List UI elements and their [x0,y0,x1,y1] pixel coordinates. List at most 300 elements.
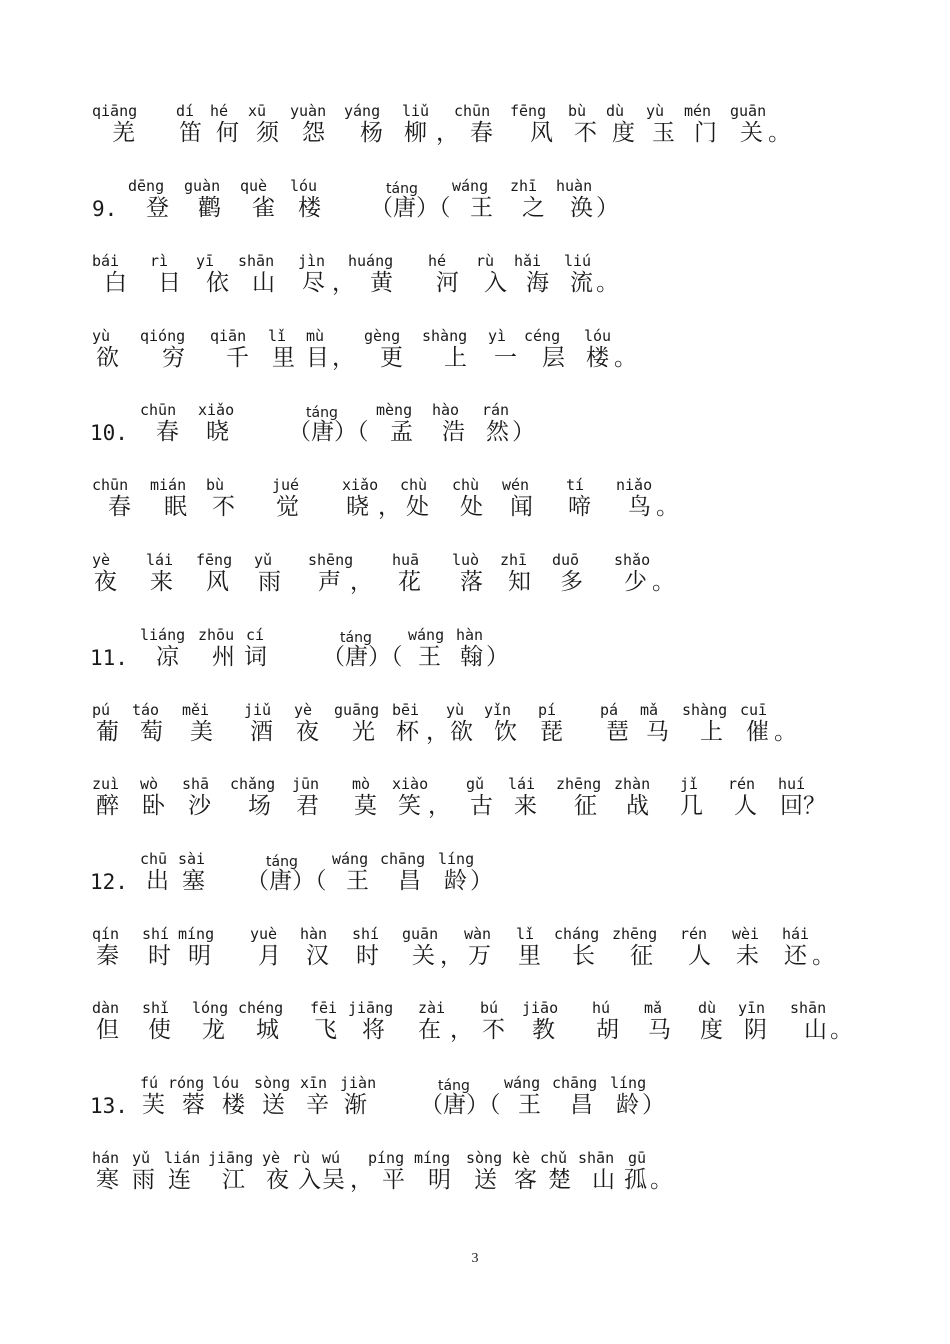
hanzi-text: 征 [574,793,597,819]
pinyin-syllable: wú [322,1149,341,1167]
pinyin-syllable: zài [418,999,446,1017]
hanzi-text: 昌 [398,868,421,894]
pinyin-syllable: cuī [740,701,768,719]
pinyin-syllable: bái [92,252,120,270]
hanzi-text: 度 [612,120,635,146]
hanzi-text: ， [378,494,401,520]
hanzi-text: ， [450,1017,473,1043]
hanzi-text: ） [470,868,493,894]
pinyin-syllable: yǔ [132,1149,151,1167]
hanzi-text: 楚 [548,1167,571,1193]
hanzi-text: 闻 [510,494,533,520]
pinyin-syllable: luò [452,551,480,569]
pinyin-syllable: chù [452,476,480,494]
hanzi-text: 度 [700,1017,723,1043]
hanzi-text: 王 [518,1092,541,1118]
hanzi-text: （唐）（ [288,419,369,445]
pinyin-syllable: táng [438,1078,470,1094]
pinyin-syllable: táo [132,701,160,719]
pinyin-syllable: měi [182,701,210,719]
pinyin-syllable: hú [592,999,611,1017]
hanzi-text: 山 [804,1017,827,1043]
pinyin-syllable: dí [176,102,195,120]
hanzi-text: 关 [412,943,435,969]
hanzi-text: 夜 [266,1167,289,1193]
hanzi-text: 白 [104,270,127,296]
pinyin-syllable: liú [564,252,592,270]
hanzi-text: 鹳 [198,195,221,221]
hanzi-text: 阴 [744,1017,767,1043]
pinyin-syllable: wáng [332,850,369,868]
pinyin-syllable: jìn [298,252,326,270]
pinyin-syllable: jiāng [208,1149,254,1167]
pinyin-syllable: yīn [738,999,766,1017]
hanzi-text: ， [436,120,459,146]
hanzi-text: 送 [262,1092,285,1118]
hanzi-text: 酒 [250,719,273,745]
hanzi-text: 不 [482,1017,505,1043]
pinyin-syllable: yuàn [290,102,327,120]
pinyin-syllable: yè [92,551,111,569]
hanzi-text: 雀 [252,195,275,221]
text-line-poem11-line1 [0,703,950,763]
hanzi-text: 莫 [354,793,377,819]
hanzi-text: 美 [190,719,213,745]
hanzi-text: 落 [460,569,483,595]
hanzi-text: 尽 [302,270,325,296]
hanzi-text: 秦 [96,943,119,969]
hanzi-text: 飞 [314,1017,337,1043]
hanzi-text: ， [332,345,355,371]
pinyin-syllable: xū [248,102,267,120]
pinyin-syllable: pí [538,701,557,719]
hanzi-text: 欲 [450,719,473,745]
hanzi-text: 。 [812,943,835,969]
hanzi-text: 一 [494,345,517,371]
hanzi-text: 春 [108,494,131,520]
hanzi-text: 萄 [140,719,163,745]
hanzi-text: 昌 [570,1092,593,1118]
hanzi-text: 风 [530,120,553,146]
hanzi-text: 花 [398,569,421,595]
hanzi-text: ， [428,793,451,819]
hanzi-text: 山 [252,270,275,296]
hanzi-text: 在 [418,1017,441,1043]
hanzi-text: 依 [206,270,229,296]
pinyin-syllable: shí [352,925,380,943]
pinyin-syllable: jiāo [522,999,559,1017]
pinyin-syllable: hé [428,252,447,270]
hanzi-text: 雨 [258,569,281,595]
hanzi-text: 流 [570,270,593,296]
pinyin-syllable: shēng [308,551,354,569]
pinyin-syllable: huáng [348,252,394,270]
hanzi-text: 笑 [398,793,421,819]
pinyin-syllable: bù [568,102,587,120]
hanzi-text: （唐）（ [246,868,327,894]
hanzi-text: 人 [688,943,711,969]
pinyin-syllable: zhī [500,551,528,569]
poem-number: 11. [90,646,128,670]
hanzi-text: 琶 [606,719,629,745]
pinyin-syllable: chǎng [230,775,276,793]
pinyin-syllable: huí [778,775,806,793]
pinyin-syllable: kè [512,1149,531,1167]
text-line-poem12-line2 [0,1001,950,1061]
hanzi-text: 声 [318,569,341,595]
hanzi-text: 眠 [164,494,187,520]
pinyin-syllable: chūn [454,102,491,120]
hanzi-text: 万 [468,943,491,969]
hanzi-text: 。 [652,569,675,595]
hanzi-text: ） [486,644,509,670]
hanzi-text: 龄 [444,868,467,894]
hanzi-text: 之 [522,195,545,221]
pinyin-syllable: qín [92,925,120,943]
pinyin-syllable: yì [488,327,507,345]
hanzi-text: 笛 [179,120,202,146]
text-line-poem10-title [0,403,950,463]
hanzi-text: 城 [256,1017,279,1043]
pinyin-syllable: chūn [92,476,129,494]
text-line-poem10-line1 [0,478,950,538]
pinyin-syllable: rén [680,925,708,943]
pinyin-syllable: wáng [452,177,489,195]
pinyin-syllable: mò [352,775,371,793]
pinyin-syllable: lǐ [516,925,535,943]
hanzi-text: 词 [244,644,267,670]
pinyin-syllable: bú [480,999,499,1017]
pinyin-syllable: bù [206,476,225,494]
hanzi-text: 龄 [616,1092,639,1118]
hanzi-text: 时 [356,943,379,969]
hanzi-text: 辛 [306,1092,329,1118]
pinyin-syllable: yǔ [254,551,273,569]
hanzi-text: 晓 [206,419,229,445]
pinyin-syllable: qióng [140,327,186,345]
hanzi-text: 里 [272,345,295,371]
hanzi-text: 觉 [276,494,299,520]
hanzi-text: 时 [148,943,171,969]
pinyin-syllable: wáng [504,1074,541,1092]
hanzi-text: 场 [248,793,271,819]
pinyin-syllable: chéng [238,999,284,1017]
pinyin-syllable: wén [502,476,530,494]
hanzi-text: 。 [614,345,637,371]
hanzi-text: 海 [526,270,549,296]
pinyin-syllable: lái [146,551,174,569]
pinyin-syllable: xiào [392,775,429,793]
pinyin-syllable: shàng [422,327,468,345]
hanzi-text: 马 [646,719,669,745]
pinyin-syllable: yuè [250,925,278,943]
hanzi-text: 入 [484,270,507,296]
hanzi-text: 征 [630,943,653,969]
hanzi-text: 知 [508,569,531,595]
hanzi-text: 鸟 [628,494,651,520]
text-line-poem9-line2 [0,329,950,389]
text-line-poem11-line2 [0,777,950,837]
hanzi-text: 出 [146,868,169,894]
pinyin-syllable: hàn [456,626,484,644]
hanzi-text: 。 [650,1167,673,1193]
hanzi-text: 处 [406,494,429,520]
pinyin-syllable: xīn [300,1074,328,1092]
pinyin-syllable: jǐ [680,775,699,793]
pinyin-syllable: yáng [344,102,381,120]
pinyin-syllable: chāng [552,1074,598,1092]
pinyin-syllable: gǔ [466,775,485,793]
hanzi-text: 光 [352,719,375,745]
pinyin-syllable: xiǎo [198,401,235,419]
pinyin-syllable: líng [610,1074,647,1092]
hanzi-text: 孟 [390,419,413,445]
hanzi-text: 饮 [494,719,517,745]
hanzi-text: 啼 [568,494,591,520]
pinyin-syllable: rì [150,252,169,270]
hanzi-text: ） [512,419,535,445]
pinyin-syllable: huā [392,551,420,569]
hanzi-text: 风 [206,569,229,595]
hanzi-text: 然 [486,419,509,445]
hanzi-text: 山 [592,1167,615,1193]
pinyin-syllable: què [240,177,268,195]
pinyin-syllable: gèng [364,327,401,345]
hanzi-text: 杯 [396,719,419,745]
hanzi-text: 凉 [156,644,179,670]
hanzi-text: 。 [774,719,797,745]
hanzi-text: 。 [656,494,679,520]
pinyin-syllable: jūn [292,775,320,793]
hanzi-text: （唐）（ [370,195,451,221]
hanzi-text: 马 [648,1017,671,1043]
pinyin-syllable: shí [142,925,170,943]
hanzi-text: 浩 [442,419,465,445]
pinyin-syllable: táng [266,854,298,870]
pinyin-syllable: mén [684,102,712,120]
pinyin-syllable: pá [600,701,619,719]
hanzi-text: 夜 [296,719,319,745]
hanzi-text: 杨 [360,120,383,146]
hanzi-text: 吴 [322,1167,345,1193]
pinyin-syllable: zhī [510,177,538,195]
poem-number: 9. [92,197,118,221]
pinyin-syllable: lái [508,775,536,793]
pinyin-syllable: lóu [584,327,612,345]
hanzi-text: 登 [146,195,169,221]
pinyin-syllable: zhēng [556,775,602,793]
pinyin-syllable: shàng [682,701,728,719]
pinyin-syllable: jiàn [340,1074,377,1092]
hanzi-text: 芙 [142,1092,165,1118]
hanzi-text: 渐 [344,1092,367,1118]
text-line-poem13-title [0,1076,950,1136]
hanzi-text: 雨 [132,1167,155,1193]
pinyin-syllable: wèi [732,925,760,943]
hanzi-text: 王 [346,868,369,894]
pinyin-syllable: lián [164,1149,201,1167]
pinyin-syllable: yǐn [484,701,512,719]
pinyin-syllable: cí [246,626,265,644]
hanzi-text: 但 [96,1017,119,1043]
pinyin-syllable: jiāng [348,999,394,1017]
hanzi-text: 黄 [370,270,393,296]
pinyin-syllable: róng [168,1074,205,1092]
pinyin-syllable: guāng [334,701,380,719]
hanzi-text: 卧 [142,793,165,819]
text-line-poem9-title [0,179,950,239]
hanzi-text: 醉 [96,793,119,819]
hanzi-text: （唐）（ [420,1092,501,1118]
pinyin-syllable: wáng [408,626,445,644]
pinyin-syllable: wò [140,775,159,793]
hanzi-text: 葡 [96,719,119,745]
hanzi-text: 君 [296,793,319,819]
hanzi-text: 长 [572,943,595,969]
text-line-poem9-line1 [0,254,950,314]
hanzi-text: 涣 [570,195,593,221]
hanzi-text: 。 [768,120,791,146]
hanzi-text: 月 [258,943,281,969]
pinyin-syllable: guān [402,925,439,943]
hanzi-text: 须 [256,120,279,146]
pinyin-syllable: chǔ [540,1149,568,1167]
pinyin-syllable: yè [262,1149,281,1167]
pinyin-syllable: yù [92,327,111,345]
hanzi-text: ， [332,270,355,296]
pinyin-syllable: guān [730,102,767,120]
hanzi-text: 晓 [346,494,369,520]
pinyin-syllable: dàn [92,999,120,1017]
pinyin-syllable: píng [368,1149,405,1167]
pinyin-syllable: táng [340,630,372,646]
pinyin-syllable: sài [178,850,206,868]
pinyin-syllable: sòng [254,1074,291,1092]
text-line-poem13-line1 [0,1151,950,1211]
hanzi-text: 教 [532,1017,555,1043]
pinyin-syllable: rù [476,252,495,270]
pinyin-syllable: niǎo [616,476,653,494]
pinyin-syllable: mǎ [640,701,659,719]
hanzi-text: 春 [470,120,493,146]
hanzi-text: 层 [542,345,565,371]
pinyin-syllable: yù [446,701,465,719]
pinyin-syllable: sòng [466,1149,503,1167]
pinyin-syllable: chūn [140,401,177,419]
hanzi-text: ， [440,943,463,969]
pinyin-syllable: cháng [554,925,600,943]
hanzi-text: 王 [470,195,493,221]
hanzi-text: 玉 [652,120,675,146]
pinyin-syllable: jiǔ [244,701,272,719]
hanzi-text: 欲 [96,345,119,371]
hanzi-text: ， [426,719,449,745]
hanzi-text: 上 [444,345,467,371]
pinyin-syllable: gū [628,1149,647,1167]
pinyin-syllable: líng [438,850,475,868]
hanzi-text: 连 [168,1167,191,1193]
pinyin-syllable: chāng [380,850,426,868]
text-line-poem11-title [0,628,950,688]
pinyin-syllable: duō [552,551,580,569]
pinyin-syllable: rán [482,401,510,419]
pinyin-syllable: mǎ [644,999,663,1017]
hanzi-text: （唐）（ [322,644,403,670]
pinyin-syllable: liáng [140,626,186,644]
hanzi-text: 胡 [596,1017,619,1043]
hanzi-text: ， [350,1167,373,1193]
hanzi-text: 千 [226,345,249,371]
pinyin-syllable: hàn [300,925,328,943]
hanzi-text: 关 [740,120,763,146]
hanzi-text: 寒 [96,1167,119,1193]
hanzi-text: 古 [470,793,493,819]
hanzi-text: ） [642,1092,665,1118]
pinyin-syllable: zuì [92,775,120,793]
hanzi-text: 何 [216,120,239,146]
pinyin-syllable: shān [790,999,827,1017]
hanzi-text: 穷 [162,345,185,371]
hanzi-text: 蓉 [182,1092,205,1118]
hanzi-text: 少 [624,569,647,595]
hanzi-text: 不 [212,494,235,520]
pinyin-syllable: hé [210,102,229,120]
hanzi-text: 多 [560,569,583,595]
pinyin-syllable: shān [238,252,275,270]
pinyin-syllable: mù [306,327,325,345]
pinyin-syllable: qiāng [92,102,138,120]
pinyin-syllable: dù [606,102,625,120]
pinyin-syllable: yù [646,102,665,120]
hanzi-text: ） [596,195,619,221]
hanzi-text: 江 [222,1167,245,1193]
hanzi-text: 里 [518,943,541,969]
pinyin-syllable: mèng [376,401,413,419]
pinyin-syllable: táng [306,405,338,421]
pinyin-syllable: hán [92,1149,120,1167]
text-line-poem10-line2 [0,553,950,613]
hanzi-text: 入 [298,1167,321,1193]
pinyin-syllable: céng [524,327,561,345]
hanzi-text: 上 [700,719,723,745]
poem-number: 13. [90,1094,128,1118]
pinyin-syllable: zhàn [614,775,651,793]
hanzi-text: 平 [382,1167,405,1193]
text-line-poem8-line2 [0,104,950,164]
hanzi-text: 柳 [404,120,427,146]
pinyin-syllable: chū [140,850,168,868]
pinyin-syllable: chù [400,476,428,494]
hanzi-text: 王 [418,644,441,670]
hanzi-text: 更 [380,345,403,371]
page-number: 3 [471,1251,479,1266]
pinyin-syllable: jué [272,476,300,494]
hanzi-text: 夜 [94,569,117,595]
hanzi-text: 。 [596,270,619,296]
hanzi-text: 战 [626,793,649,819]
poem-number: 10. [90,421,128,445]
pinyin-syllable: dēng [128,177,165,195]
hanzi-text: 河 [436,270,459,296]
pinyin-syllable: lóng [192,999,229,1017]
hanzi-text: 楼 [222,1092,245,1118]
pinyin-syllable: huàn [556,177,593,195]
hanzi-text: 明 [428,1167,451,1193]
text-line-poem12-title [0,852,950,912]
hanzi-text: 翰 [460,644,483,670]
pinyin-syllable: lóu [290,177,318,195]
pinyin-syllable: míng [178,925,215,943]
